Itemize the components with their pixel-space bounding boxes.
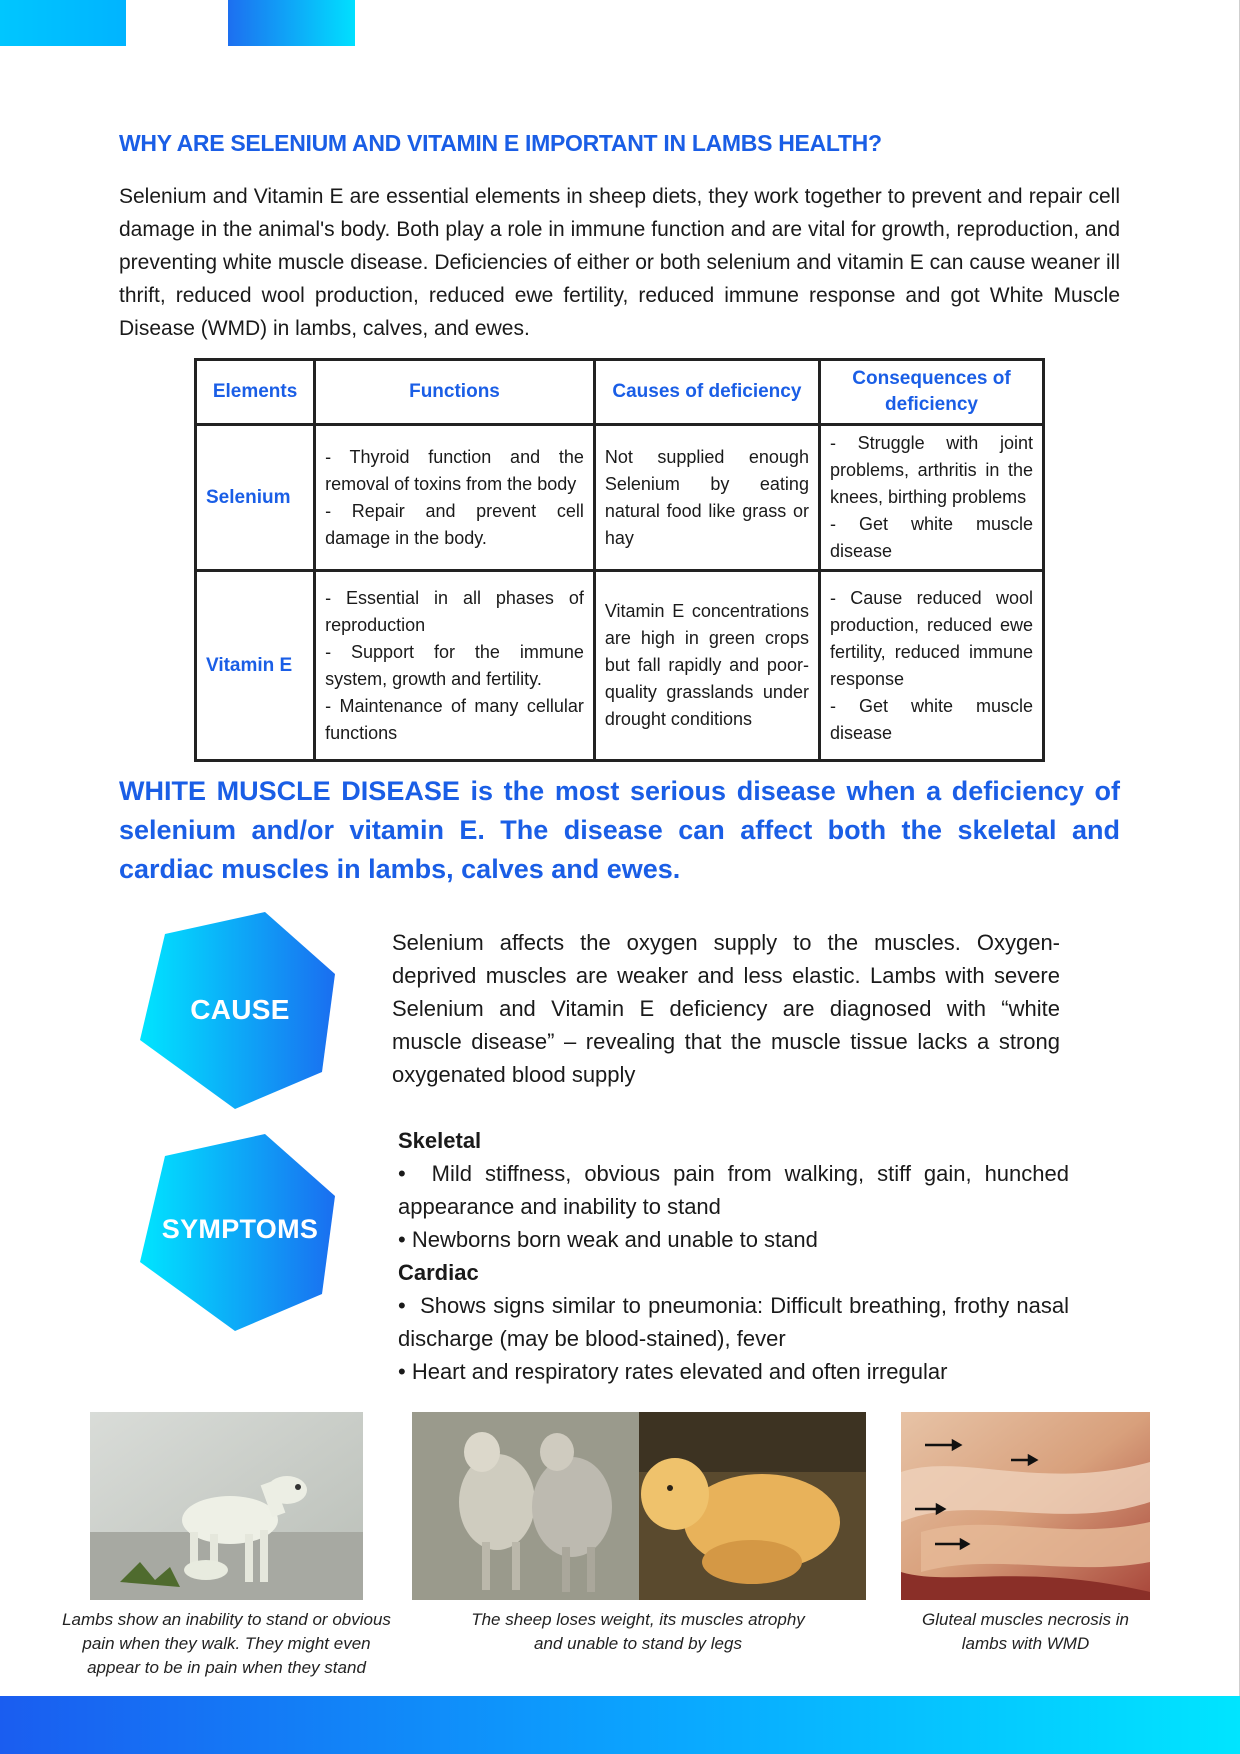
muscle-tissue-photo xyxy=(901,1412,1150,1600)
functions-cell xyxy=(315,425,595,571)
list-item: • Heart and respiratory rates elevated and often irregular xyxy=(398,1359,948,1384)
elements-table xyxy=(194,358,1045,762)
header-causes: Causes of deficiency xyxy=(594,360,819,425)
bottom-accent-bar xyxy=(0,1696,1240,1754)
photo-2-caption: The sheep loses weight, its muscles atrophy and unable to stand by legs xyxy=(471,1610,805,1653)
element-selenium: Selenium xyxy=(196,425,315,571)
consequences-cell xyxy=(819,571,1043,761)
table-header-row xyxy=(196,360,1044,425)
table-row-vitamin-e xyxy=(196,571,1044,761)
consequence-item: - Get white muscle disease xyxy=(829,514,1033,561)
cardiac-item: Shows signs similar to pneumonia: Difficult breathing, frothy nasal discharge (may be blood-stained), fever xyxy=(398,1293,1069,1351)
photo-3-caption: Gluteal muscles necrosis in lambs with WMD xyxy=(922,1610,1129,1653)
symptoms-label: SYMPTOMS xyxy=(161,1214,319,1244)
lamb-photo-2 xyxy=(412,1412,866,1600)
consequence-item: - Cause reduced wool production, reduced ewe fertility, reduced immune response xyxy=(829,587,1033,689)
cause-label: CAUSE xyxy=(190,994,290,1025)
list-item: • Mild stiffness, obvious pain from walking, stiff gain, hunched appearance and inability to stand xyxy=(398,1161,1069,1219)
cardiac-title: Cardiac xyxy=(398,1260,479,1285)
header-functions: Functions xyxy=(315,360,595,425)
function-item: - Essential in all phases of reproduction xyxy=(325,587,584,635)
intro-paragraph: Selenium and Vitamin E are essential elements in sheep diets, they work together to prevent and repair cell damage in the animal's body. Both play a role in immune function and are vital for growth, reproduction, and preventing white muscle disease. Deficiencies of either or both selenium and vitamin E can cause weaner ill thrift, reduced wool production, reduced ewe fertility, reduced immune response and got White Muscle Disease (WMD) in lambs, calves, and ewes. xyxy=(119,185,1120,340)
consequences-cell xyxy=(819,425,1043,571)
wmd-statement: WHITE MUSCLE DISEASE is the most serious disease when a deficiency of selenium and/or vitamin E. The disease can affect both the skeletal and cardiac muscles in lambs, calves and ewes. xyxy=(119,776,1120,884)
photo-1-caption: Lambs show an inability to stand or obvious pain when they walk. They might even appear to be in pain when they stand xyxy=(62,1610,391,1677)
top-accent-bar-right xyxy=(228,0,355,46)
skeletal-title: Skeletal xyxy=(398,1128,482,1153)
symptoms-list xyxy=(398,1124,1069,1388)
causes-cell: Not supplied enough Selenium by eating natural food like grass or hay xyxy=(594,425,819,571)
cardiac-item: Heart and respiratory rates elevated and often irregular xyxy=(411,1359,948,1384)
consequence-item: - Struggle with joint problems, arthritis in the knees, birthing problems xyxy=(829,433,1033,507)
cause-text: Selenium affects the oxygen supply to the muscles. Oxygen-deprived muscles are weaker and less elastic. Lambs with severe Selenium and Vitamin E deficiency are diagnosed with “white muscle disease” – revealing that the muscle tissue lacks a strong oxygenated blood supply xyxy=(392,930,1060,1087)
element-vitamin-e: Vitamin E xyxy=(196,571,315,761)
header-elements: Elements xyxy=(196,360,315,425)
skeletal-item: Newborns born weak and unable to stand xyxy=(411,1227,818,1252)
function-item: - Support for the immune system, growth and fertility. xyxy=(325,641,584,689)
table-row-selenium xyxy=(196,425,1044,571)
causes-cell: Vitamin E concentrations are high in green crops but fall rapidly and poor-quality grasslands under drought conditions xyxy=(594,571,819,761)
page-title: WHY ARE SELENIUM AND VITAMIN E IMPORTANT IN LAMBS HEALTH? xyxy=(119,130,882,156)
function-item: - Maintenance of many cellular functions xyxy=(325,695,584,743)
function-item: - Repair and prevent cell damage in the body. xyxy=(325,500,584,548)
header-consequences: Consequences of deficiency xyxy=(819,360,1043,425)
consequence-item: - Get white muscle disease xyxy=(829,695,1033,743)
top-accent-bar-left xyxy=(0,0,126,46)
functions-cell xyxy=(315,571,595,761)
skeletal-item: Mild stiffness, obvious pain from walking, stiff gain, hunched appearance and inability to stand xyxy=(398,1161,1069,1219)
lamb-photo-1 xyxy=(90,1412,363,1600)
list-item: • Newborns born weak and unable to stand xyxy=(398,1227,818,1252)
list-item: • Shows signs similar to pneumonia: Difficult breathing, frothy nasal discharge (may be blood-stained), fever xyxy=(398,1293,1069,1351)
function-item: - Thyroid function and the removal of toxins from the body xyxy=(325,446,584,494)
